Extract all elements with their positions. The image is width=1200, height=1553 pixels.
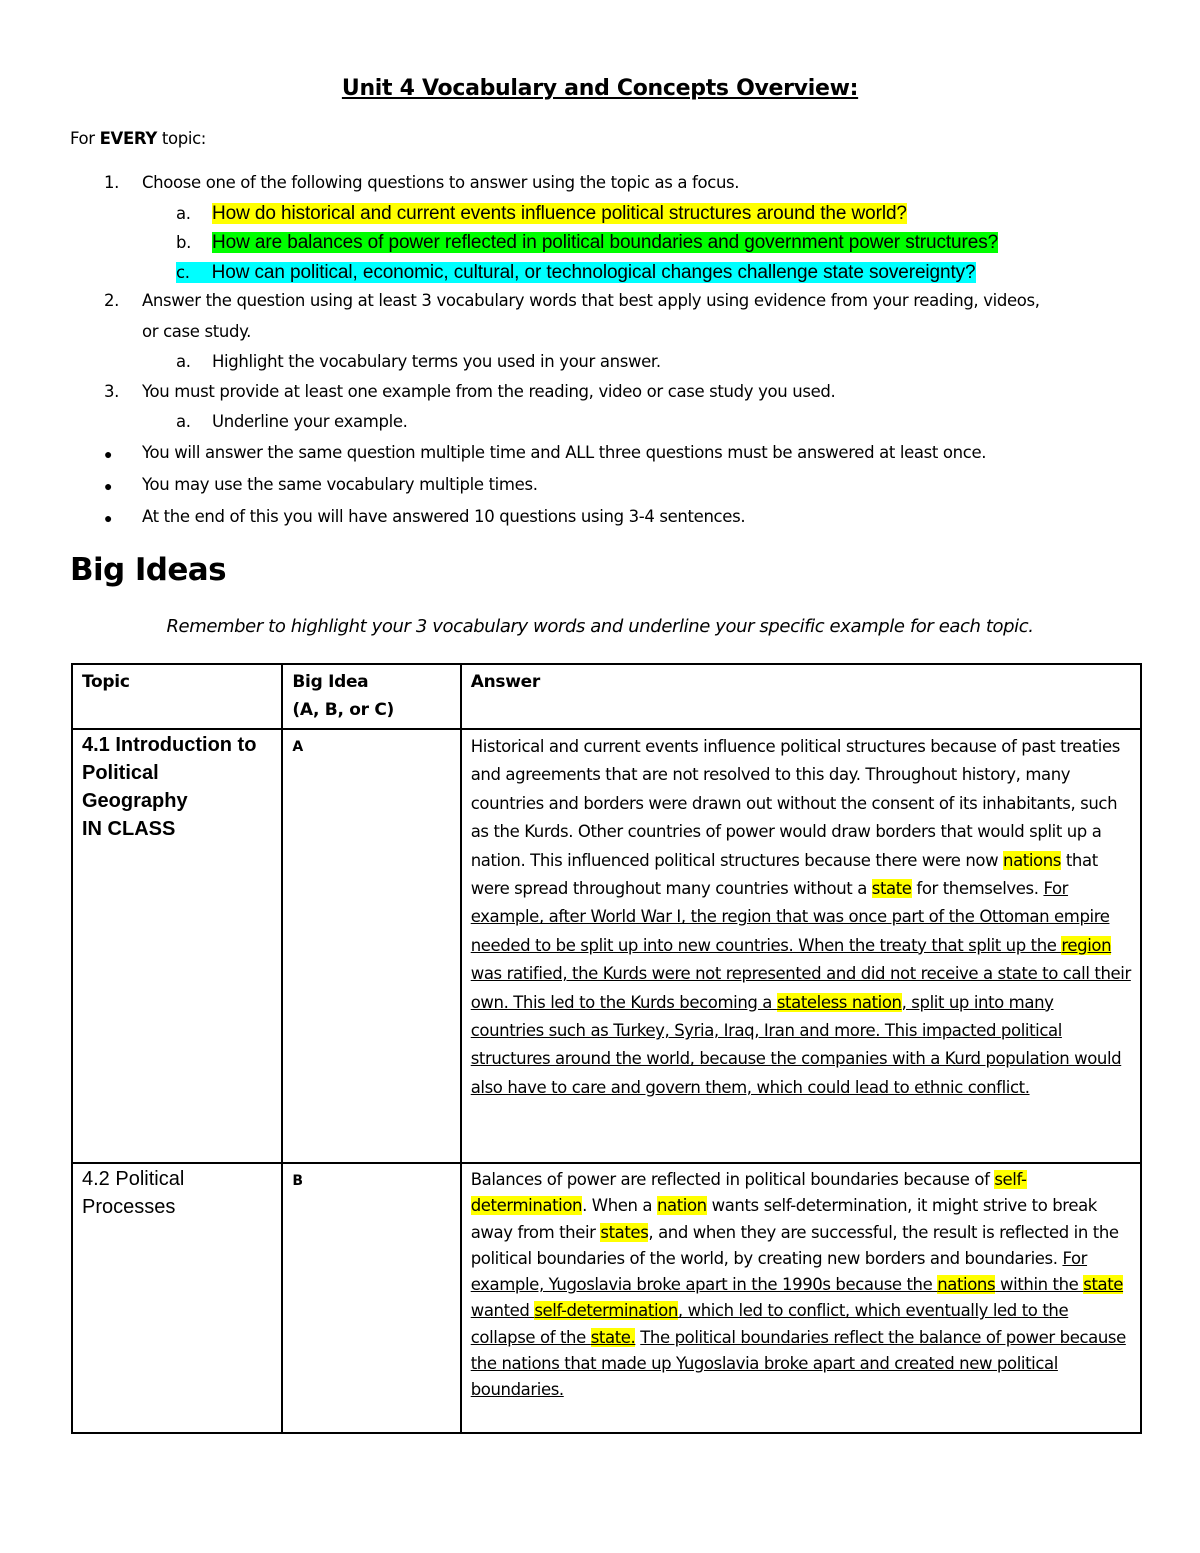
answer-text: Balances of power are reflected in political boundaries because of self-determination. When a nation wants self-determination, it might strive to break away from their states, and when they are successful, the result is reflected in the political boundaries of the world, by creating new borders and boundaries. For example, Yugoslavia broke apart in the 1990s because the nations within the state wanted self-determination, which led to conflict, which eventually led to the collapse of the state. The political boundaries reflect the balance of power because the nations that made up Yugoslavia broke apart and created new political boundaries. [470, 1170, 1126, 1400]
question-a: How do historical and current events influence political structures around the world? [212, 203, 907, 224]
step-2-text-cont: or case study. [142, 322, 252, 341]
header-cell-topic: Topic [72, 664, 282, 729]
question-b-marker: b. [176, 233, 192, 252]
question-c: c. How can political, economic, cultural, or technological changes challenge state sovereignty? [176, 262, 976, 283]
vocab-highlight: region [1061, 935, 1112, 955]
example-underline: For example, Yugoslavia broke apart in the 1990s because the [470, 1248, 1088, 1295]
example-underline: , split up into many countries such as Turkey, Syria, Iraq, Iran and more. This impacted political structures around the world, because the companies with a Kurd population would also have to care and govern them, which could lead to ethnic conflict. [470, 992, 1122, 1097]
vocab-highlight: state [1083, 1275, 1124, 1295]
vocab-highlight: state. [590, 1327, 636, 1347]
question-a-marker: a. [176, 204, 191, 223]
reminder-text: Remember to highlight your 3 vocabulary words and underline your specific example for each topic. [166, 616, 1034, 637]
step-2-text: Answer the question using at least 3 vocabulary words that best apply using evidence from your reading, videos, [142, 291, 1040, 310]
table-row [72, 1163, 1141, 1433]
document-page: Unit 4 Vocabulary and Concepts Overview: For EVERY topic: 1. Choose one of the following questions to answer using the topic as a focus. a. How do historical and current events influence political structures around the world? b. How are balances of power reflected in political boundaries and government power structures? c. How can political, economic, cultural, or technological changes challenge state sovereignty? 2. Answer the question using at least 3 vocabulary words that best apply using evidence from your reading, videos, or case study. a. Highlight the vocabulary terms you used in your answer. 3. You must provide at least one example from the reading, video or case study you used. a. Underline your example. ● You will answer the same question multiple time and ALL three questions must be answered at least once. ● You may use the same vocabulary multiple times. ● At the end of this you will have answered 10 questions using 3-4 sentences. Big Ideas Remember to highlight your 3 vocabulary words and underline your specific example for each topic. Topic Big Idea (A, B, or C) Answer 4.1 Introduction to Political Geography IN CLASS A Historical and current events influence political structures because of past treaties and agreements that are not resolved to this day. Throughout history, many countries and borders were drawn out without the consent of its inhabitants, such as the Kurds. Other countries of power would draw borders that would split up a nation. This influenced political structures because there were now nations that were spread throughout many countries without a state for themselves. For example, after World War I, the region that was once part of the Ottoman empire needed to be split up into new countries. When the treaty that split up the region was ratified, the Kurds were not represented and did not receive a state to call their own. This led to the Kurds becoming a stateless nation, split up into many countries such as Turkey, Syria, Iraq, Iran and more. This impacted political structures around the world, because the companies with a Kurd population would also have to care and govern them, which could lead to ethnic conflict. 4.2 Political Processes B Balances of power are reflected in political boundaries because of self-determination. When a nation wants self-determination, it might strive to break away from their states, and when they are successful, the result is reflected in the political boundaries of the world, by creating new borders and boundaries. For example, Yugoslavia broke apart in the 1990s because the nations within the state wanted self-determination, which led to conflict, which eventually led to the collapse of the state. The political boundaries reflect the balance of power because the nations that made up Yugoslavia broke apart and created new political boundaries. [0, 0, 1200, 1553]
vocab-highlight: self-determination [534, 1301, 678, 1321]
question-b: How are balances of power reflected in political boundaries and government power structures? [212, 232, 999, 253]
bullet-icon: ● [104, 478, 113, 494]
vocab-highlight: stateless nation [776, 992, 902, 1012]
table-header-row [72, 664, 1141, 729]
step-2-marker: 2. [104, 291, 120, 310]
step-1-text: Choose one of the following questions to answer using the topic as a focus. [142, 173, 740, 192]
topic-cell: 4.2 Political Processes [72, 1163, 282, 1433]
table-row [72, 729, 1141, 1163]
big-ideas-table [71, 663, 1142, 1434]
big-idea-cell: B [282, 1163, 460, 1433]
bullet-item: At the end of this you will have answered 10 questions using 3-4 sentences. [142, 507, 746, 526]
document-title: Unit 4 Vocabulary and Concepts Overview: [341, 76, 859, 101]
intro-emphasis: EVERY [99, 129, 157, 148]
step-3-sub-marker: a. [176, 412, 191, 431]
vocab-highlight: nation [656, 1196, 707, 1216]
bullet-icon: ● [104, 510, 113, 526]
example-underline: , which led to conflict, which eventually led to the collapse of the [470, 1301, 1069, 1347]
step-3-text: You must provide at least one example from the reading, video or case study you used. [142, 382, 836, 401]
example-underline: The political boundaries reflect the balance of power because the nations that made up Yugoslavia broke apart and created new political boundaries. [470, 1327, 1126, 1400]
step-3-sub-text: Underline your example. [212, 412, 408, 431]
header-cell-big-idea: Big Idea (A, B, or C) [282, 664, 460, 729]
step-2-sub-marker: a. [176, 352, 191, 371]
example-underline: wanted [470, 1301, 535, 1321]
vocab-highlight: nations [937, 1275, 996, 1295]
example-underline: was ratified, the Kurds were not represented and did not receive a state to call their own. This led to the Kurds becoming a [470, 964, 1131, 1012]
bullet-icon: ● [104, 446, 113, 462]
vocab-highlight: self-determination [470, 1170, 1027, 1216]
bullet-item: You will answer the same question multiple time and ALL three questions must be answered at least once. [142, 443, 987, 462]
step-3-marker: 3. [104, 382, 120, 401]
bullet-item: You may use the same vocabulary multiple times. [142, 475, 538, 494]
section-heading: Big Ideas [70, 552, 226, 588]
answer-text: Historical and current events influence political structures because of past treaties and agreements that are not resolved to this day. Throughout history, many countries and borders were drawn out without the consent of its inhabitants, such as the Kurds. Other countries of power would draw borders that would split up a nation. This influenced political structures because there were now nations that were spread throughout many countries without a state for themselves. For example, after World War I, the region that was once part of the Ottoman empire needed to be split up into new countries. When the treaty that split up the region was ratified, the Kurds were not represented and did not receive a state to call their own. This led to the Kurds becoming a stateless nation, split up into many countries such as Turkey, Syria, Iraq, Iran and more. This impacted political structures around the world, because the companies with a Kurd population would also have to care and govern them, which could lead to ethnic conflict. [470, 737, 1131, 1097]
answer-cell [461, 729, 1141, 1163]
vocab-highlight: nations [1003, 850, 1062, 870]
answer-cell [461, 1163, 1141, 1433]
topic-cell: 4.1 Introduction to Political Geography IN CLASS [72, 729, 282, 1163]
intro-line: For EVERY topic: [70, 129, 207, 148]
vocab-highlight: state [871, 879, 912, 899]
header-cell-answer: Answer [461, 664, 1141, 729]
big-idea-cell: A [282, 729, 460, 1163]
example-underline: within the [995, 1275, 1084, 1295]
example-underline: For example, after World War I, the region that was once part of the Ottoman empire needed to be split up into new countries. When the treaty that split up the [470, 879, 1110, 955]
step-2-sub-text: Highlight the vocabulary terms you used in your answer. [212, 352, 661, 371]
vocab-highlight: states [600, 1222, 649, 1242]
